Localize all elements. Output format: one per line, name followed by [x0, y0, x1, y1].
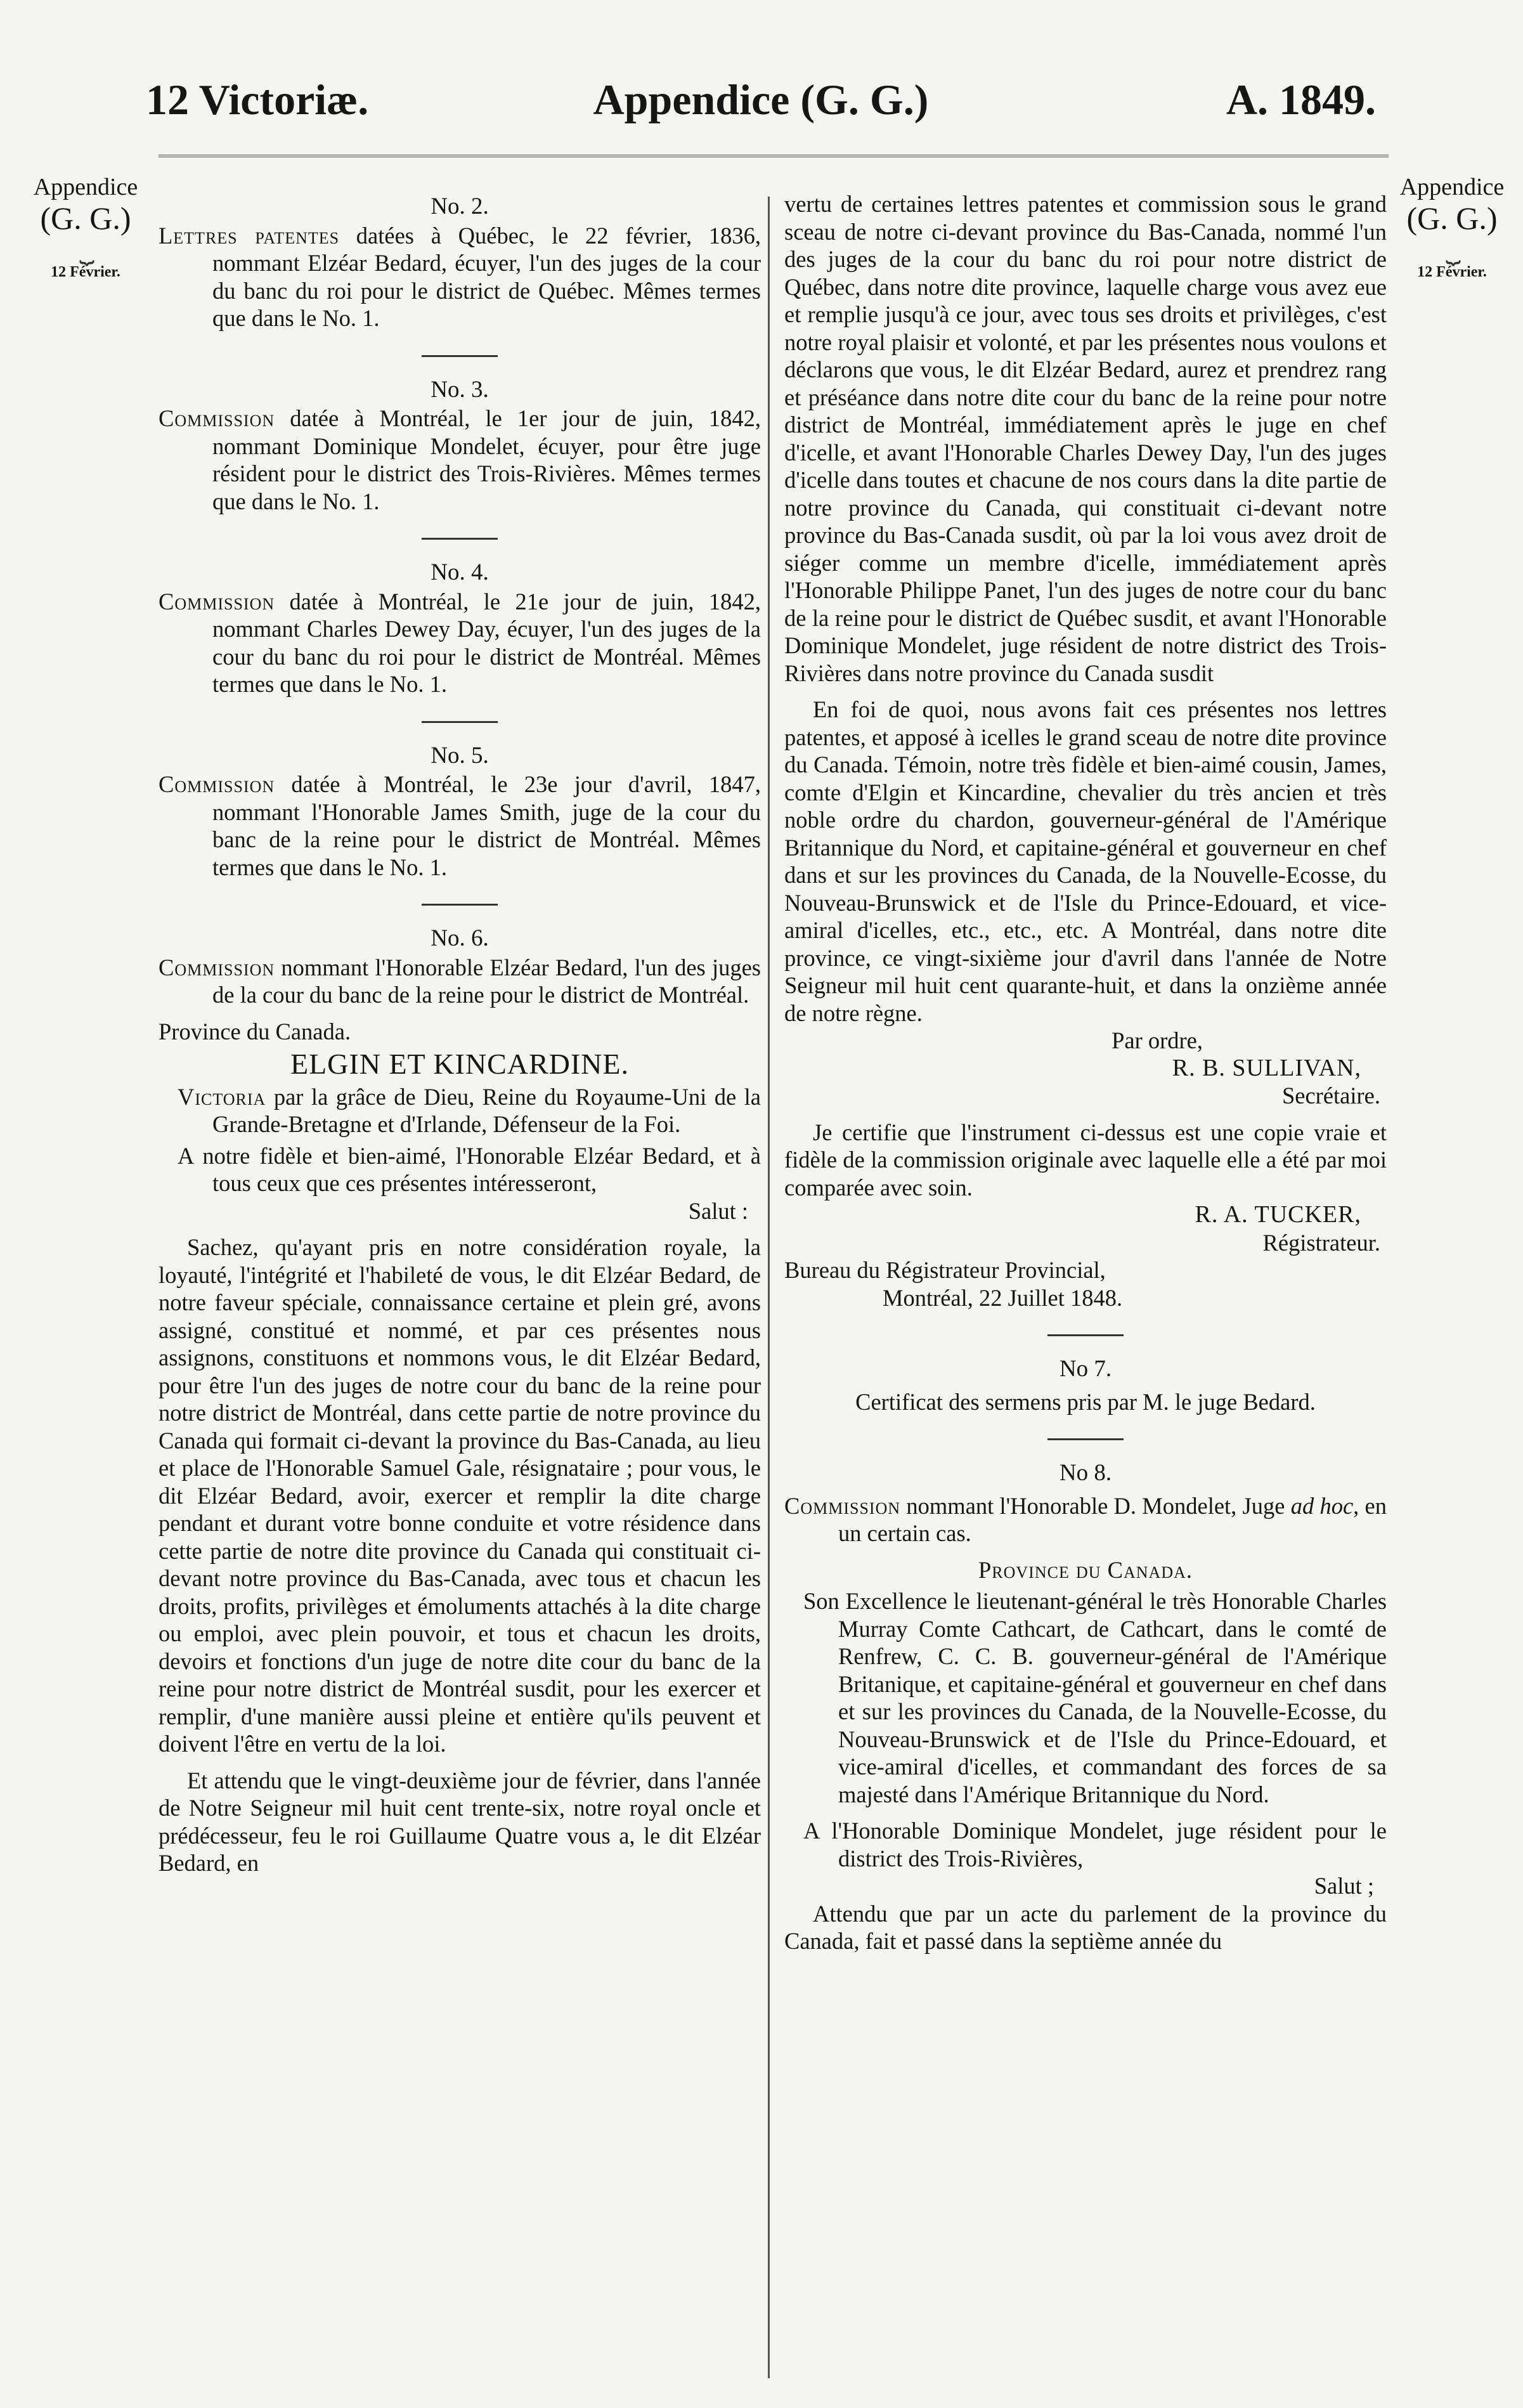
brace-icon: ⏟ — [1446, 235, 1458, 264]
section-no3-text — [159, 405, 761, 515]
place-date-line: Montréal, 22 Juillet 1848. — [883, 1284, 1123, 1311]
section-no8-text — [784, 1492, 1387, 1547]
header-session: 12 Victoriæ. — [146, 75, 369, 124]
attendu-paragraph-2: Attendu que par un acte du parlement de la province du Canada, fait et passé dans la septième année du — [784, 1900, 1387, 1954]
section-rule — [422, 904, 498, 906]
sachez-paragraph: Sachez, qu'ayant pris en notre considération royale, la loyauté, l'intégrité et l'habileté de vous, le dit Elzéar Bedard, de notre faveur spéciale, connaissance certaine et plein gré, avons assigné, constitué et nommé, et par ces présentes nous assignons, constituons et nommons vous, le dit Elzéar Bedard, pour être l'un des juges de notre cour du banc de la reine pour notre district de Montréal, dans cette partie de notre province du Canada qui formait ci-devant la province du Bas-Canada, au lieu et place de l'Honorable Samuel Gale, résignataire ; pour vous, le dit Elzéar Bedard, avoir, exercer et remplir la dite charge pendant et durant votre bonne conduite et votre résidence dans cette partie de notre dite province du Canada qui constituait ci-devant notre province du Bas-Canada, avec tous et chacun les droits, profits, privilèges et émoluments attachés à la dite charge ou emploi, avec plein pouvoir, et tous et chacun les droits, devoirs et fonctions d'un juge de notre dite cour du banc de la reine pour notre district de Montréal susdit, pour les exercer et remplir, d'une manière aussi pleine et entière qu'ils peuvent et doivent l'être en vertu de la loi. — [159, 1234, 761, 1757]
section-rule — [1047, 1438, 1124, 1440]
entry-adhoc: ad hoc — [1290, 1492, 1354, 1519]
section-no6-heading: No. 6. — [431, 925, 489, 951]
entry-kind: Commission — [159, 588, 275, 615]
page-header — [146, 75, 1376, 145]
entry-kind: Lettres patentes — [159, 222, 340, 249]
margin-code: (G. G.) — [40, 200, 131, 236]
signature-sullivan: R. B. SULLIVAN, — [1172, 1054, 1361, 1081]
section-no7-text: Certificat des sermens pris par M. le juge Bedard. — [855, 1388, 1316, 1415]
continuation-paragraph: vertu de certaines lettres patentes et commission sous le grand sceau de notre ci-devant province du Bas-Canada, nommé l'un des juges de la cour du banc du roi pour notre district de Québec, dans notre dite province, laquelle charge vous avez eue et remplie jusqu'à ce jour, avec tous ses droits et privilèges, c'est notre royal plaisir et volonté, et par les présentes nous voulons et déclarons que vous, le dit Elzéar Bedard, aurez et prendrez rang et préséance dans notre dite cour du banc de la reine pour notre district de Montréal, immédiatement après le juge en chef d'icelle, et avant l'Honorable Charles Dewey Day, l'un des juges d'icelle dans toutes et chacune de nos cours dans la dite partie de notre province du Canada, qui constituait ci-devant notre province du Bas-Canada susdit, où par la loi vous avez droit de siéger comme un membre d'icelle, immédiatement après l'Honorable Philippe Panet, l'un des juges de notre cour du banc de la reine pour le district de Québec susdit, et avant l'Honorable Dominique Mondelet, juge résident de notre district des Trois-Rivières dans notre province du Canada susdit — [784, 191, 1387, 686]
section-no4-text — [159, 588, 761, 698]
header-year: A. 1849. — [1226, 75, 1376, 124]
entry-kind: Commission — [159, 771, 275, 797]
spacer — [784, 1110, 1387, 1119]
header-appendix: Appendice (G. G.) — [593, 75, 929, 124]
entry-text: datées à Québec, le 22 février, 1836, nommant Elzéar Bedard, écuyer, l'un des juges de la cour du banc du roi pour le district de Québec. Mêmes termes que dans le No. 1. — [212, 222, 761, 331]
margin-date: 12 Février. — [1417, 263, 1487, 280]
brace-icon: ⏟ — [79, 235, 92, 264]
excellence-paragraph: Son Excellence le lieutenant-général le très Honorable Charles Murray Comte Cathcart, de Cathcart, dans le comté de Renfrew, C. C. B. gouverneur-général de l'Amérique Britanique, et capitaine-général et gouverneur en chef dans et sur les provinces du Canada, de la Nouvelle-Ecosse, du Nouveau-Brunswick et de l'Isle du Prince-Edouard, et vice-amiral d'icelles, et commandant des forces de sa majesté dans l'Amérique Britannique du Nord. — [803, 1588, 1387, 1807]
victoria-title — [159, 1083, 761, 1138]
entry-text: nommant l'Honorable Elzéar Bedard, l'un des juges de la cour du banc de la reine pour le district de Montréal. — [212, 954, 761, 1008]
spacer — [784, 1808, 1387, 1817]
bureau-line: Bureau du Régistrateur Provincial, — [784, 1257, 1106, 1283]
section-no7-heading: No 7. — [1059, 1356, 1112, 1382]
entry-text-b: , en un certain cas. — [838, 1492, 1387, 1546]
title-secretaire: Secrétaire. — [1281, 1083, 1380, 1109]
witness-paragraph: En foi de quoi, nous avons fait ces présentes nos lettres patentes, et apposé à icelles le grand sceau de notre dite province du Canada. Témoin, notre très fidèle et bien-aimé cousin, James, comte d'Elgin et Kincardine, chevalier du très ancien et très noble ordre du chardon, gouverneur-général de l'Amérique Britannique du Nord, et capitaine-général et gouverneur en chef dans et sur les provinces du Canada, de la Nouvelle-Ecosse, du Nouveau-Brunswick et de l'Isle du Prince-Edouard, et vice-amiral d'icelles, etc., etc., etc. A Montréal, dans notre dite province, ce vingt-sixième jour d'avril dans l'année de Notre Seigneur mil huit cent quarante-huit, et dans la onzième année de notre règne. — [784, 696, 1387, 1026]
section-no2-text — [159, 222, 761, 332]
salut-line-2: Salut ; — [1314, 1873, 1374, 1899]
section-rule — [422, 355, 498, 357]
certify-paragraph: Je certifie que l'instrument ci-dessus est une copie vraie et fidèle de la commission originale avec laquelle elle a été par moi comparée avec soin. — [784, 1119, 1387, 1201]
entry-kind: Commission — [784, 1492, 901, 1519]
section-rule — [422, 721, 498, 723]
section-no8-heading: No 8. — [1059, 1460, 1112, 1486]
address-paragraph: A notre fidèle et bien-aimé, l'Honorable Elzéar Bedard, et à tous ceux que ces présentes intéresseront, — [178, 1142, 761, 1196]
section-no6-text — [159, 954, 761, 1009]
spacer — [159, 1009, 761, 1018]
section-rule — [422, 538, 498, 540]
margin-note-right — [1379, 174, 1523, 280]
left-column — [159, 190, 761, 1877]
entry-text: datée à Montréal, le 1er jour de juin, 1842, nommant Dominique Mondelet, écuyer, pour être juge résident pour le district des Trois-Rivières. Mêmes termes que dans le No. 1. — [212, 405, 761, 514]
title-registrateur: Régistrateur. — [1262, 1229, 1380, 1256]
salut-line: Salut : — [688, 1197, 748, 1224]
section-no3-heading: No. 3. — [431, 376, 489, 403]
margin-label: Appendice — [1399, 174, 1505, 200]
column-divider — [768, 197, 770, 2378]
spacer — [159, 1758, 761, 1767]
province-line: Province du Canada. — [159, 1018, 351, 1045]
victoria-text: par la grâce de Dieu, Reine du Royaume-Uni de la Grande-Bretagne et d'Irlande, Défenseur de la Foi. — [212, 1083, 761, 1137]
entry-kind: Commission — [159, 405, 275, 431]
section-no5-heading: No. 5. — [431, 742, 489, 769]
right-column — [784, 190, 1387, 1955]
section-no2-heading: No. 2. — [431, 193, 489, 219]
section-no4-heading: No. 4. — [431, 559, 489, 585]
margin-note-left — [13, 174, 159, 280]
province-heading: Province du Canada. — [978, 1556, 1193, 1583]
entry-text-a: nommant l'Honorable D. Mondelet, Juge — [900, 1492, 1291, 1519]
signature-tucker: R. A. TUCKER, — [1195, 1201, 1361, 1228]
entry-text: datée à Montréal, le 23e jour d'avril, 1847, nommant l'Honorable James Smith, juge de la cour du banc de la reine pour le district de Montréal. Mêmes termes que dans le No. 1. — [212, 771, 761, 880]
margin-code: (G. G.) — [1406, 200, 1498, 236]
par-ordre: Par ordre, — [1111, 1027, 1203, 1053]
elgin-heading: ELGIN ET KINCARDINE. — [290, 1048, 630, 1080]
header-rule — [159, 155, 1389, 157]
victoria-kind: Victoria — [178, 1083, 266, 1110]
margin-date: 12 Février. — [51, 263, 120, 280]
section-rule — [1047, 1334, 1124, 1336]
section-no5-text — [159, 771, 761, 881]
spacer — [784, 1547, 1387, 1556]
spacer — [159, 1225, 761, 1233]
margin-label: Appendice — [33, 174, 138, 200]
entry-text: datée à Montréal, le 21e jour de juin, 1842, nommant Charles Dewey Day, écuyer, l'un des juges de la cour du banc du roi pour le district de Montréal. Mêmes termes que dans le No. 1. — [212, 588, 761, 697]
spacer — [784, 687, 1387, 696]
attendu-paragraph: Et attendu que le vingt-deuxième jour de février, dans l'année de Notre Seigneur mil huit cent trente-six, notre royal oncle et prédécesseur, feu le roi Guillaume Quatre vous a, le dit Elzéar Bedard, en — [159, 1767, 761, 1876]
entry-kind: Commission — [159, 954, 275, 980]
address-paragraph-2: A l'Honorable Dominique Mondelet, juge résident pour le district des Trois-Rivières, — [803, 1818, 1387, 1871]
